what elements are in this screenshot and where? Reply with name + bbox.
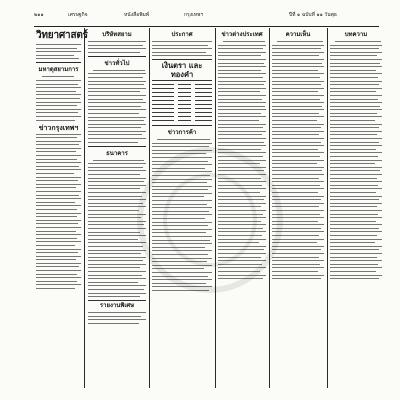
section-divider [88,146,146,147]
table-row [152,96,212,97]
section-heading: มหาดุสยามการ [38,66,79,74]
table-row [152,104,212,105]
table-row [152,120,212,121]
table-row [152,108,212,109]
section-heading: บริษัทสยาม [102,31,132,38]
table-row [152,116,212,117]
column-rule [215,28,216,388]
article-body [88,160,146,298]
column-rule [84,28,85,388]
section-divider [88,56,146,57]
article-body [88,312,146,324]
section-heading: ข่าวต่างประเทศ [221,31,263,38]
table-row [152,112,212,113]
article-body [36,76,81,120]
header-page-number: ๒๑๑ [34,12,44,18]
table-row [152,88,212,89]
section-heading: ความเห็น [285,31,311,38]
section-heading: รายงานพิเศษ [88,300,146,310]
column-4 [218,28,266,282]
header-paper-name: หนังสือพิมพ์ [124,12,150,18]
column-3 [152,28,212,294]
section-heading: บทความ [344,31,368,38]
market-rates-heading: เงินตรา และทองคำ [152,59,212,81]
table-row [152,84,212,85]
article-body [88,70,146,143]
section-heading: ประกาศ [171,31,193,38]
header-place: กรุงเทพฯ [184,12,204,18]
header-date: ปีที่ ๑ ฉบับที่ ๑๑ วันพุธ [289,12,337,18]
column-2 [88,28,146,327]
section-divider [36,62,81,63]
column-5 [272,28,324,282]
column-6 [330,28,382,282]
column-rule [269,28,270,388]
column-1 [36,28,88,292]
table-row [152,92,212,93]
article-body [88,41,146,53]
table-row [152,100,212,101]
section-heading: ข่าวกรุงเทพฯ [38,122,79,132]
section-heading: ข่าวการค้า [167,128,197,136]
article-body [272,41,324,279]
column-rule [149,28,150,388]
section-heading: ข่าวทั่วไป [104,59,130,67]
rates-table [152,84,212,121]
page-header [34,8,379,27]
article-body [330,41,382,279]
section-divider [152,125,212,126]
article-body [218,41,266,279]
article-body [36,134,81,290]
column-rule [327,28,328,388]
article-body [152,41,212,56]
article-body [36,44,81,59]
section-heading: ธนาคาร [106,149,128,157]
masthead-title: วิทยาศาสตร์ [36,30,88,41]
article-body [152,139,212,291]
header-section: เศรษฐกิจ [68,12,88,18]
